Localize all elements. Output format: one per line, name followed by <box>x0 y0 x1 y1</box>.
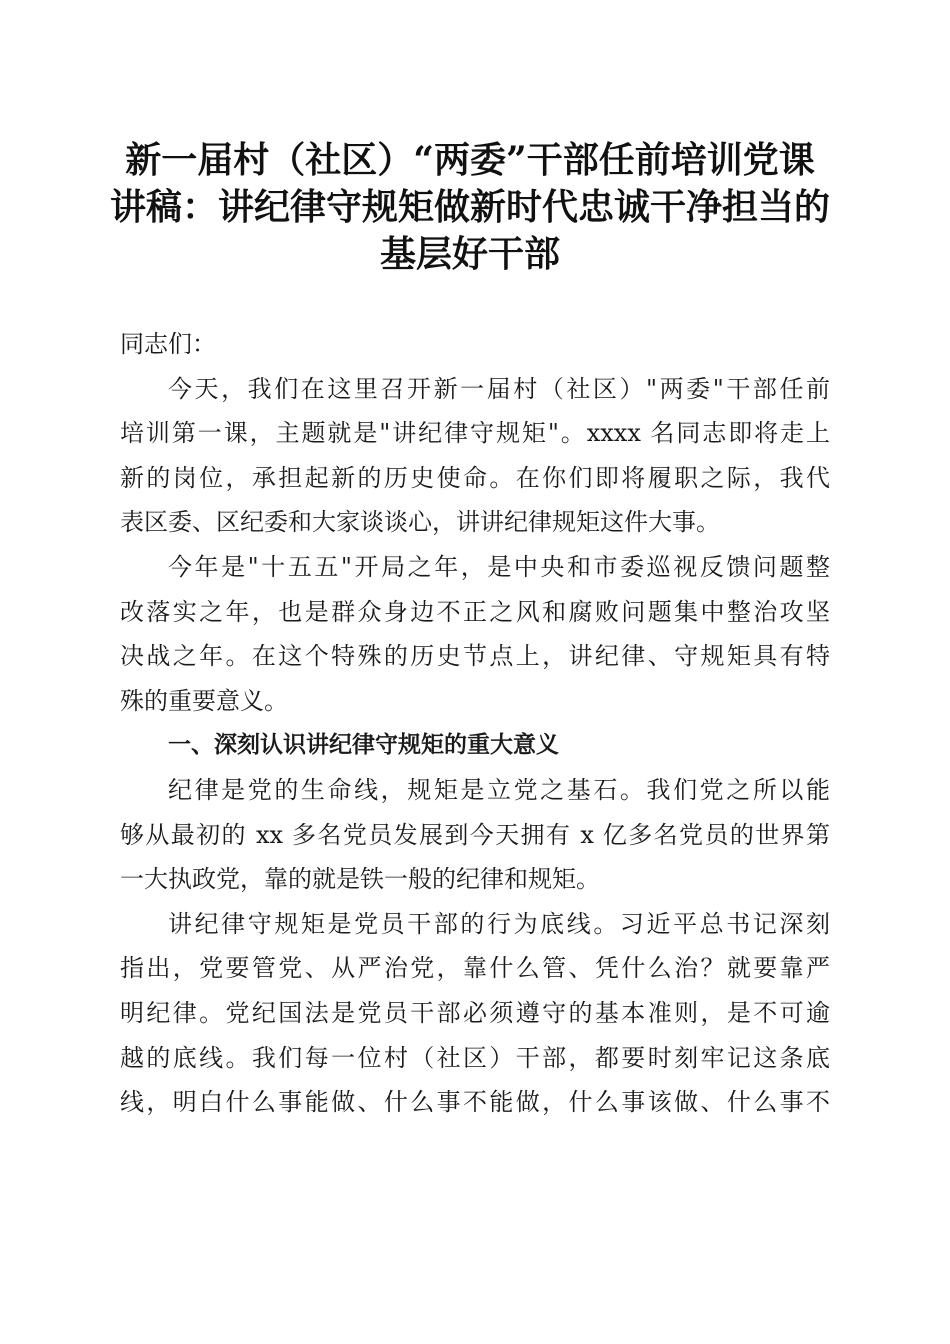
section-heading: 一、深刻认识讲纪律守规矩的重大意义 <box>168 732 559 759</box>
title-line-1: 新一届村（社区）“两委”干部任前培训党课 <box>125 139 815 181</box>
paragraph-line: 表区委、区纪委和大家谈谈心，讲讲纪律规矩这件大事。 <box>120 508 720 537</box>
paragraph-line: 新的岗位，承担起新的历史使命。在你们即将履职之际，我代 <box>120 463 830 492</box>
paragraph-line: 一大执政党，靠的就是铁一般的纪律和规矩。 <box>120 865 600 894</box>
title-line-2: 讲稿：讲纪律守规矩做新时代忠诚干净担当的 <box>110 186 831 228</box>
paragraph-line: 培训第一课，主题就是"讲纪律守规矩"。xxxx 名同志即将走上 <box>120 419 830 448</box>
title-line-3: 基层好干部 <box>379 233 560 275</box>
document-title <box>110 137 830 278</box>
paragraph <box>120 768 830 902</box>
paragraph-line: 今天，我们在这里召开新一届村（社区）"两委"干部任前 <box>168 374 830 403</box>
paragraph-line: 够从最初的 xx 多名党员发展到今天拥有 x 亿多名党员的世界第 <box>120 820 830 849</box>
paragraph-line: 明纪律。党纪国法是党员干部必须遵守的基本准则，是不可逾 <box>120 998 830 1027</box>
paragraph <box>120 902 830 1125</box>
paragraph-line: 殊的重要意义。 <box>120 686 288 715</box>
paragraph <box>120 367 830 545</box>
paragraph-line: 决战之年。在这个特殊的历史节点上，讲纪律、守规矩具有特 <box>120 642 830 671</box>
paragraph-line: 讲纪律守规矩是党员干部的行为底线。习近平总书记深刻 <box>168 909 830 938</box>
paragraph-line: 今年是"十五五"开局之年，是中央和市委巡视反馈问题整 <box>168 552 830 581</box>
paragraph-line: 改落实之年，也是群众身边不正之风和腐败问题集中整治攻坚 <box>120 597 830 626</box>
paragraph-line: 纪律是党的生命线，规矩是立党之基石。我们党之所以能 <box>168 775 830 804</box>
paragraph-line: 越的底线。我们每一位村（社区）干部，都要时刻牢记这条底 <box>120 1043 830 1072</box>
document-body <box>120 322 830 1125</box>
paragraph <box>120 545 830 723</box>
salutation: 同志们： <box>120 330 216 358</box>
paragraph-line: 指出，党要管党、从严治党，靠什么管、凭什么治？就要靠严 <box>120 954 830 983</box>
paragraph-line: 线，明白什么事能做、什么事不能做，什么事该做、什么事不 <box>120 1088 830 1117</box>
